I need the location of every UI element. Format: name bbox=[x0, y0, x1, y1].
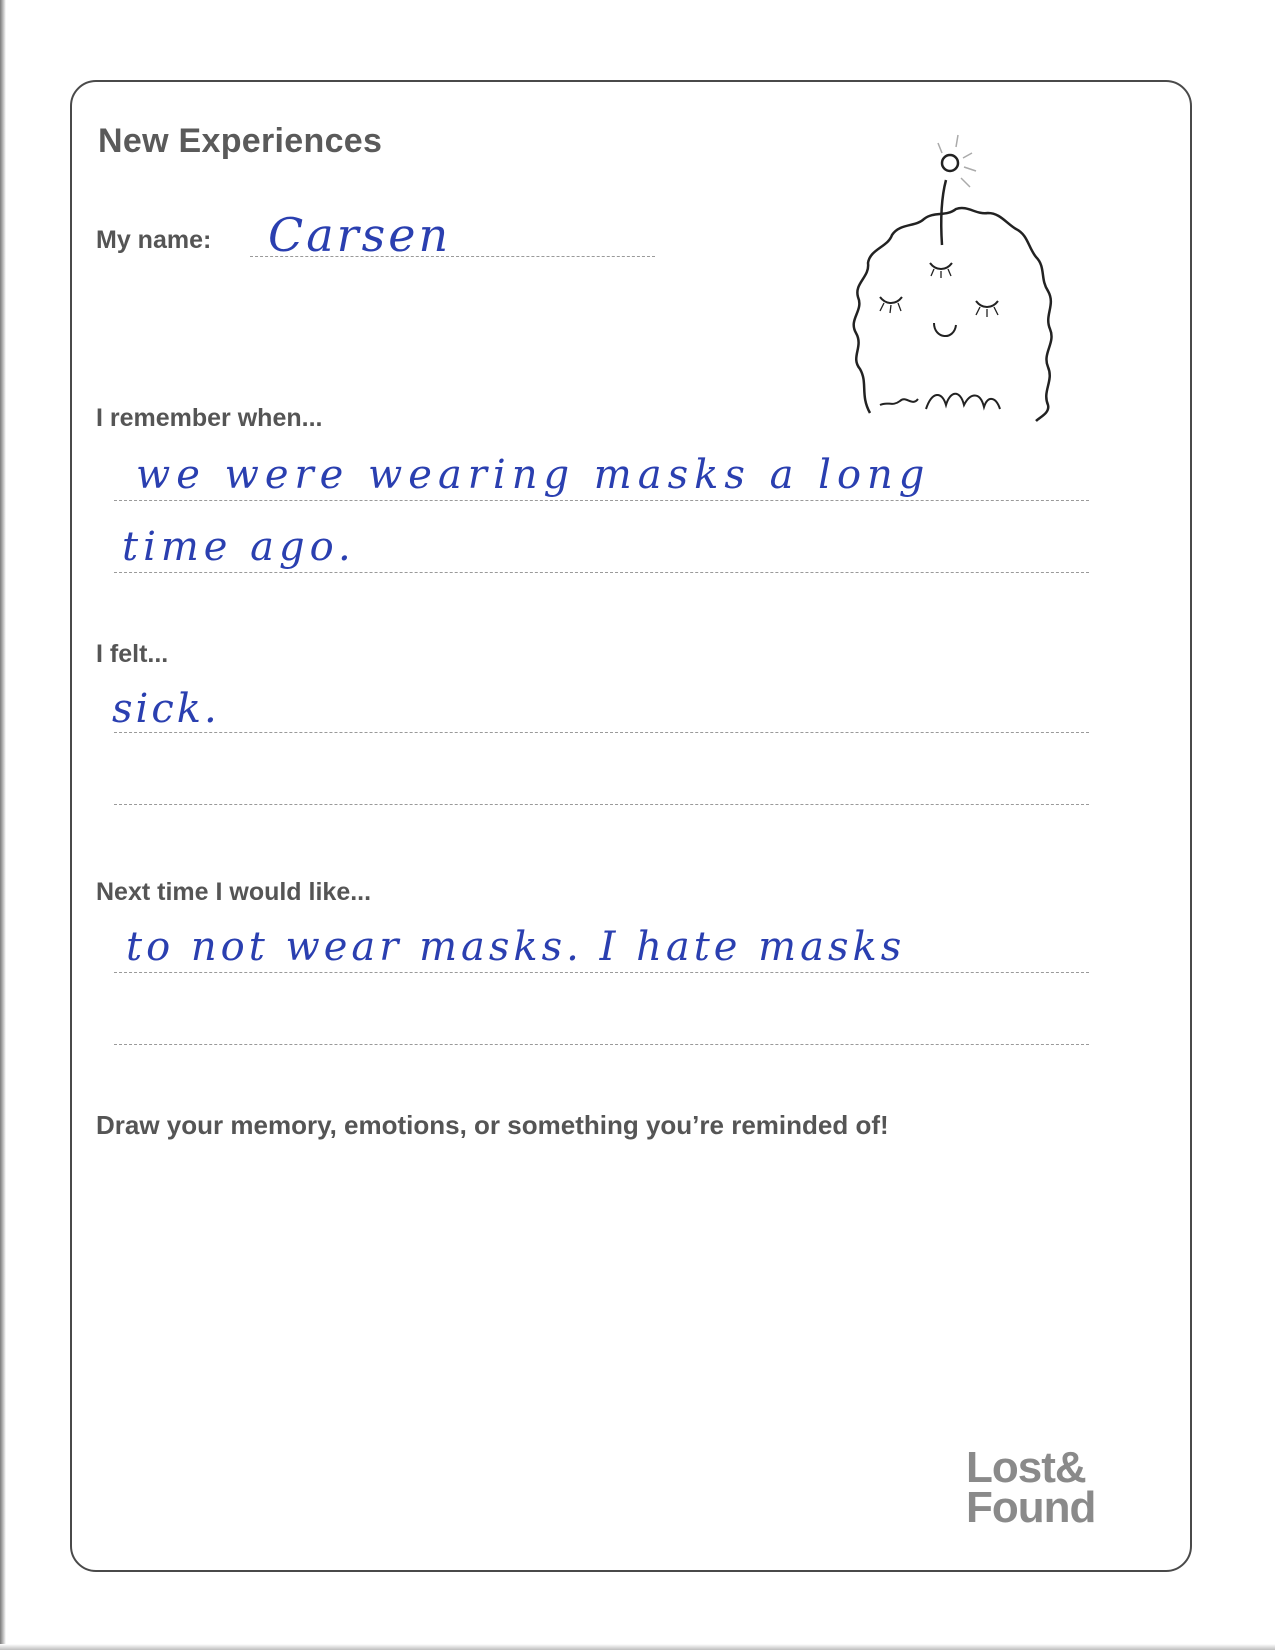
felt-line-1 bbox=[114, 732, 1089, 733]
draw-prompt: Draw your memory, emotions, or something you’re reminded of! bbox=[96, 1110, 889, 1140]
remember-text-2[interactable]: time ago. bbox=[122, 524, 356, 570]
next-label: Next time I would like... bbox=[96, 878, 372, 906]
remember-line-1 bbox=[114, 500, 1089, 501]
name-value[interactable]: Carsen bbox=[268, 208, 452, 262]
scan-bottom-edge bbox=[0, 1644, 1275, 1650]
remember-line-2 bbox=[114, 572, 1089, 573]
remember-label: I remember when... bbox=[96, 404, 323, 432]
felt-line-2 bbox=[114, 804, 1089, 805]
scan-edge bbox=[0, 0, 6, 1650]
next-line-2 bbox=[114, 1044, 1089, 1045]
logo-line-2: Found bbox=[966, 1483, 1096, 1532]
next-text-1[interactable]: to not wear masks. I hate masks bbox=[126, 924, 906, 970]
worksheet-title: New Experiences bbox=[98, 122, 383, 160]
remember-text-1[interactable]: we were wearing masks a long bbox=[136, 452, 931, 498]
drawing-area[interactable] bbox=[96, 1160, 1166, 1430]
name-label: My name: bbox=[96, 226, 212, 254]
lost-and-found-logo bbox=[966, 1443, 1136, 1532]
next-line-1 bbox=[114, 972, 1089, 973]
fuzzy-creature-icon bbox=[830, 125, 1070, 445]
logo-line-1: Lost& bbox=[966, 1443, 1086, 1492]
felt-label: I felt... bbox=[96, 640, 169, 668]
felt-text-1[interactable]: sick. bbox=[112, 686, 220, 732]
